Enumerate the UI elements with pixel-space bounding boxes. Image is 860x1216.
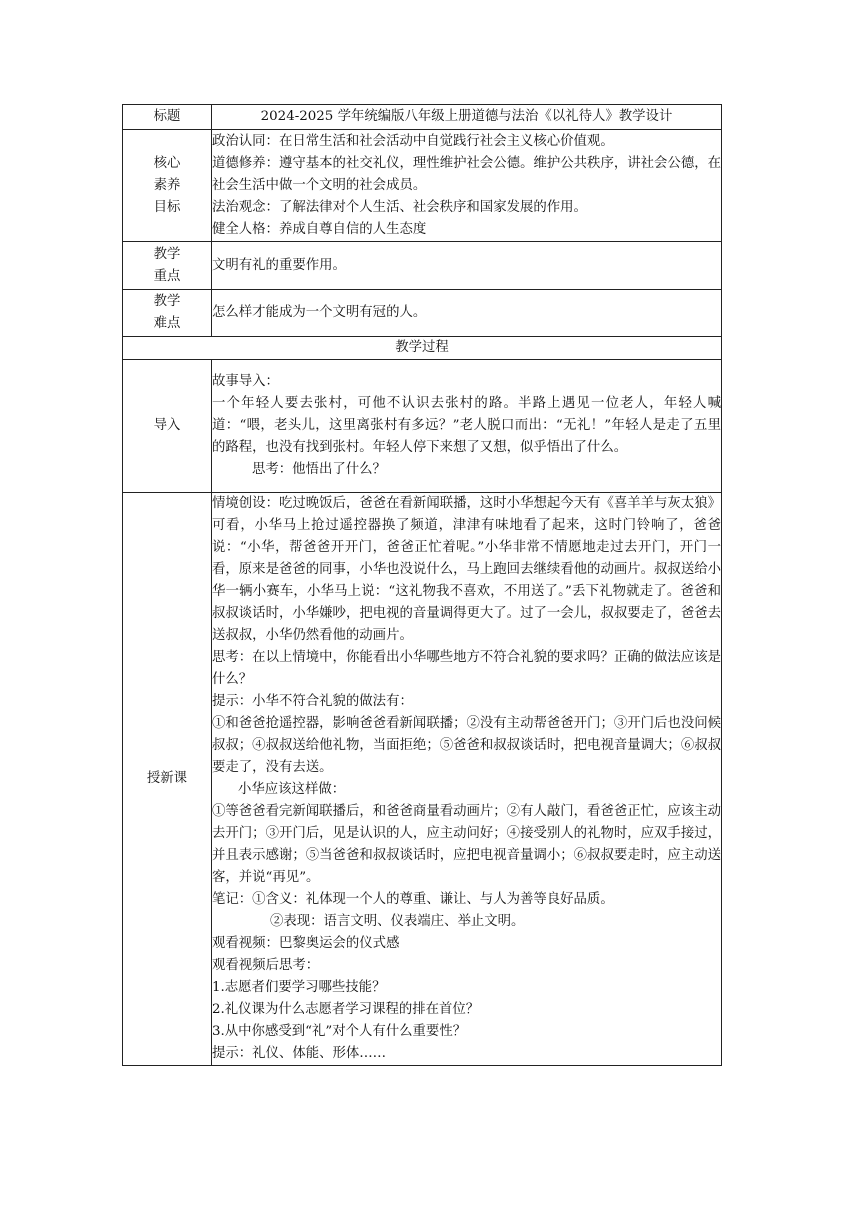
question-1: 1.志愿者们要学习哪些技能？: [212, 980, 386, 995]
hint-title: 提示：小华不符合礼貌的做法有：: [212, 694, 413, 709]
intro-label: 导入: [123, 360, 212, 493]
label-line: 教学: [153, 246, 181, 262]
lesson-label: 授新课: [123, 493, 212, 1066]
should-title: 小华应该这样做：: [238, 782, 346, 797]
intro-heading: 故事导入：: [212, 374, 279, 389]
core-literacy-content: [212, 130, 722, 242]
difficulty-row: [123, 290, 722, 337]
process-header: 教学过程: [123, 337, 722, 360]
scenario-question: 思考：在以上情境中，你能看出小华哪些地方不符合礼貌的要求吗？正确的做法应该是什么？: [212, 650, 721, 687]
goal-law: 法治观念：了解法律对个人生活、社会秩序和国家发展的作用。: [212, 199, 587, 215]
question-3: 3.从中你感受到“礼”对个人有什么重要性？: [212, 1024, 467, 1039]
lesson-row: [123, 493, 722, 1066]
video-title: 观看视频：巴黎奥运会的仪式感: [212, 936, 400, 951]
label-line: 素养: [153, 177, 181, 193]
process-header-row: [123, 337, 722, 360]
core-literacy-label: [123, 130, 212, 242]
intro-story: 一个年轻人要去张村，可他不认识去张村的路。半路上遇见一位老人，年轻人喊道：“喂，老头儿，这里离张村有多远？”老人脱口而出：“无礼！”年轻人是走了五里的路程，也没有找到张村。年轻人停下来想了又想，似乎悟出了什么。: [212, 396, 721, 455]
document-title: 2024-2025 学年统编版八年级上册道德与法治《以礼待人》教学设计: [212, 105, 722, 130]
key-point-row: [123, 242, 722, 290]
question-2: 2.礼仪课为什么志愿者学习课程的排在首位？: [212, 1002, 480, 1017]
scenario-text: 情境创设：吃过晚饭后，爸爸在看新闻联播，这时小华想起今天有《喜羊羊与灰太狼》可看，小华马上抢过遥控器换了频道，津津有味地看了起来，这时门铃响了，爸爸说：“小华，帮爸爸开开门，爸爸正忙着呢。”小华非常不情愿地走过去开门，开门一看，原来是爸爸的同事，小华也没说什么，马上跑回去继续看他的动画片。叔叔送给小华一辆小赛车，小华马上说：“这礼物我不喜欢，不用送了。”丢下礼物就走了。爸爸和叔叔谈话时，小华嫌吵，把电视的音量调得更大了。过了一会儿，叔叔要走了，爸爸去送叔叔，小华仍然看他的动画片。: [212, 496, 721, 643]
title-label: 标题: [123, 105, 212, 130]
core-literacy-row: [123, 130, 722, 242]
should-list: ①等爸爸看完新闻联播后，和爸爸商量看动画片；②有人敲门，看爸爸正忙，应该主动去开门；③开门后，见是认识的人，应主动问好；④接受别人的礼物时，应双手接过，并且表示感谢；⑤当爸爸和叔叔谈话时，应把电视音量调小；⑥叔叔要走时，应主动送客，并说“再见”。: [212, 804, 721, 885]
video-think: 观看视频后思考：: [212, 958, 320, 973]
hint-answer: 提示：礼仪、体能、形体……: [212, 1046, 387, 1061]
goal-political: 政治认同：在日常生活和社会活动中自觉践行社会主义核心价值观。: [212, 133, 614, 149]
intro-content: [212, 360, 722, 493]
label-line: 教学: [153, 294, 181, 309]
intro-row: [123, 360, 722, 493]
label-line: 目标: [153, 199, 181, 215]
label-line: 核心: [153, 155, 181, 171]
hint-list: ①和爸爸抢遥控器，影响爸爸看新闻联播；②没有主动帮爸爸开门；③开门后也没问候叔叔；④叔叔送给他礼物，当面拒绝；⑤爸爸和叔叔谈话时，把电视音量调大；⑥叔叔要走了，没有去送。: [212, 716, 721, 775]
difficulty-label: [123, 290, 212, 337]
note-meaning: 笔记：①含义：礼体现一个人的尊重、谦让、与人为善等良好品质。: [212, 892, 614, 907]
difficulty-text: 怎么样才能成为一个文明有冠的人。: [212, 290, 722, 337]
note-expression: ②表现：语言文明、仪表端庄、举止文明。: [270, 914, 525, 929]
goal-moral: 道德修养：遵守基本的社交礼仪，理性维护社会公德。维护公共秩序，讲社会公德，在社会生活中做一个文明的社会成员。: [212, 155, 721, 193]
lesson-content: [212, 493, 722, 1066]
goal-personality: 健全人格：养成自尊自信的人生态度: [212, 221, 427, 237]
intro-question: 思考：他悟出了什么？: [252, 462, 386, 477]
label-line: 重点: [153, 268, 181, 284]
key-point-text: 文明有礼的重要作用。: [212, 242, 722, 290]
lesson-plan-table: [122, 104, 722, 1066]
label-line: 难点: [153, 316, 181, 331]
key-point-label: [123, 242, 212, 290]
title-row: [123, 105, 722, 130]
